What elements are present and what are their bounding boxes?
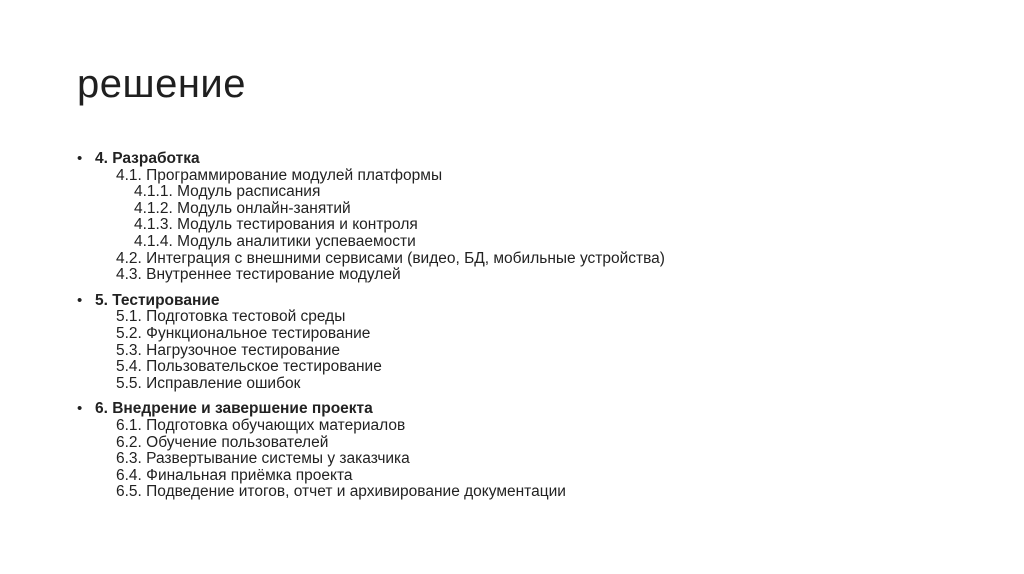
section-testing bbox=[77, 293, 977, 393]
list-item: 4.1.1. Модуль расписания bbox=[134, 183, 321, 201]
list-item: 6.3. Развертывание системы у заказчика bbox=[116, 450, 410, 468]
section-title: 6. Внедрение и завершение проекта bbox=[95, 400, 373, 418]
list-item: 6.4. Финальная приёмка проекта bbox=[116, 466, 353, 484]
list-item: 6.2. Обучение пользователей bbox=[116, 433, 329, 451]
list-item: 5.4. Пользовательское тестирование bbox=[116, 358, 382, 376]
slide-content bbox=[77, 151, 977, 510]
list-item: 6.5. Подведение итогов, отчет и архивирование документации bbox=[116, 483, 566, 501]
list-item: 5.5. Исправление ошибок bbox=[116, 374, 301, 392]
list-item: 5.1. Подготовка тестовой среды bbox=[116, 308, 346, 326]
list-item: 5.2. Функциональное тестирование bbox=[116, 324, 371, 342]
list-item: 4.3. Внутреннее тестирование модулей bbox=[116, 266, 401, 284]
section-deployment bbox=[77, 401, 977, 501]
list-item: 5.3. Нагрузочное тестирование bbox=[116, 341, 341, 359]
section-title: 4. Разработка bbox=[95, 150, 200, 167]
bullet-icon: • bbox=[77, 400, 83, 418]
section-title: 5. Тестирование bbox=[95, 291, 220, 309]
section-development bbox=[77, 151, 977, 284]
list-item: 4.2. Интеграция с внешними сервисами (видео, БД, мобильные устройства) bbox=[116, 249, 665, 267]
list-item: 4.1. Программирование модулей платформы bbox=[116, 166, 443, 184]
list-item: 4.1.4. Модуль аналитики успеваемости bbox=[134, 232, 416, 250]
bullet-icon: • bbox=[77, 150, 83, 167]
list-item: 4.1.2. Модуль онлайн-занятий bbox=[134, 199, 351, 217]
bullet-icon: • bbox=[77, 291, 83, 309]
slide-title: решение bbox=[77, 62, 247, 106]
list-item: 4.1.3. Модуль тестирования и контроля bbox=[134, 216, 418, 234]
list-item: 6.1. Подготовка обучающих материалов bbox=[116, 416, 406, 434]
